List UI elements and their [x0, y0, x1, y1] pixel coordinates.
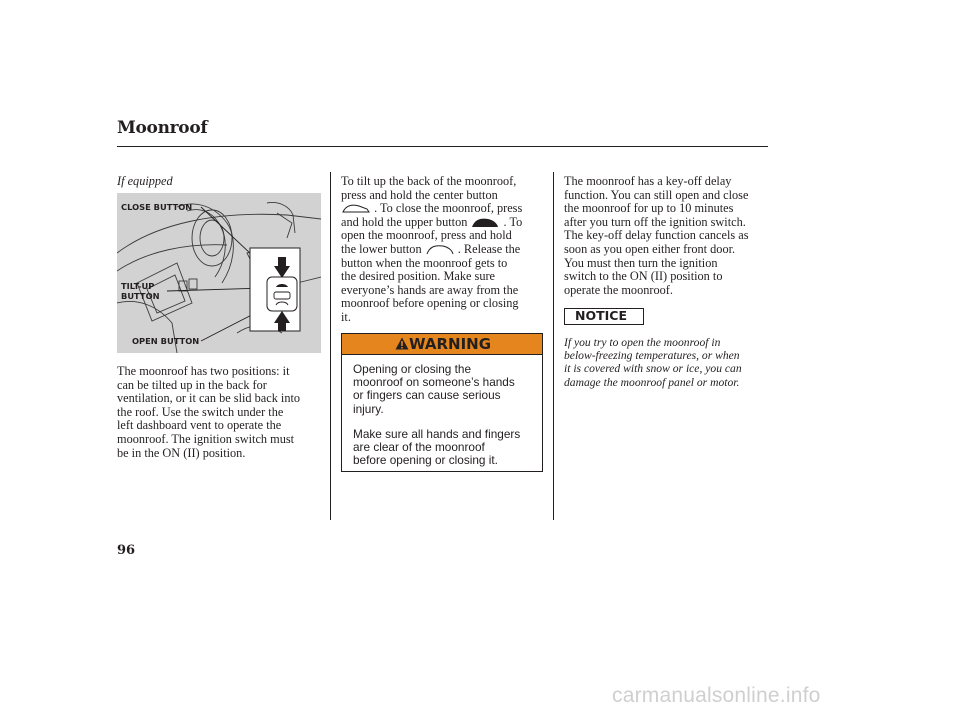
text-line: damage the moonroof panel or motor.	[564, 375, 740, 389]
text-line: Opening or closing the	[353, 362, 472, 376]
text-line: injury.	[353, 401, 384, 416]
text-line: the desired position. Make sure	[341, 269, 496, 284]
text-line: be in the ON (II) position.	[117, 445, 246, 460]
text-line: soon as you open either front door.	[564, 241, 736, 256]
text-line: . To close the moonroof, press	[341, 202, 551, 216]
text-line: the moonroof for up to 10 minutes	[564, 201, 734, 216]
text-line: open the moonroof, press and hold	[341, 228, 512, 243]
text-line: before opening or closing it.	[353, 453, 498, 468]
moonroof-switch-figure	[117, 193, 321, 353]
text-line: The moonroof has a key-off delay	[564, 174, 732, 188]
tilt-up-label-line1: TILT-UP	[121, 281, 155, 291]
text-line: function. You can still open and close	[564, 187, 749, 202]
text-line: the roof. Use the switch under the	[117, 404, 284, 419]
warning-text-2	[353, 428, 539, 468]
text-line: it.	[341, 309, 351, 324]
text-line: below-freezing temperatures, or when	[564, 349, 740, 363]
text-line: or fingers can cause serious	[353, 388, 501, 403]
open-button-label: OPEN BUTTON	[132, 336, 200, 346]
switch-body	[267, 277, 297, 311]
text-line: moonroof. The ignition switch must	[117, 431, 295, 446]
text-line: ventilation, or it can be slid back into	[117, 391, 301, 406]
text-line: button when the moonroof gets to	[341, 255, 508, 270]
text-line: can be tilted up in the back for	[117, 377, 267, 392]
text-line: and hold the upper button . To	[341, 214, 523, 229]
tilt-up-label-line2: BUTTON	[121, 291, 160, 301]
text-line: The key-off delay function cancels as	[564, 228, 749, 243]
text-line: are clear of the moonroof	[353, 440, 485, 455]
notice-label: NOTICE	[575, 308, 627, 323]
text-line: The moonroof has two positions: it	[117, 364, 290, 378]
notice-text	[564, 336, 774, 389]
watermark: carmanualsonline.info	[612, 684, 821, 707]
text-line: switch to the ON (II) position to	[564, 269, 723, 284]
tilt-icon	[341, 203, 371, 214]
text-line: You must then turn the ignition	[564, 255, 718, 270]
left-paragraph	[117, 365, 327, 460]
close-icon	[470, 217, 500, 228]
text-line: moonroof before opening or closing	[341, 296, 519, 311]
open-icon	[425, 244, 455, 255]
column-divider-left	[330, 172, 331, 520]
text-line: after you turn off the ignition switch.	[564, 214, 746, 229]
column-divider-right	[553, 172, 554, 520]
text-line: left dashboard vent to operate the	[117, 418, 282, 433]
warning-triangle-icon	[395, 337, 409, 350]
text-line: If you try to open the moonroof in	[564, 336, 721, 349]
page-number: 96	[117, 543, 136, 558]
text-line: the lower button . Release the	[341, 241, 521, 256]
text-line: everyone’s hands are away from the	[341, 282, 519, 297]
text-line: moonroof on someone’s hands	[353, 375, 515, 390]
text-line: it is covered with snow or ice, you can	[564, 362, 742, 376]
text-line: To tilt up the back of the moonroof,	[341, 174, 517, 188]
close-button-label: CLOSE BUTTON	[121, 202, 193, 212]
text-line: press and hold the center button	[341, 187, 498, 202]
dashboard-illustration	[117, 193, 321, 353]
header-rule	[117, 146, 768, 147]
if-equipped-note: If equipped	[117, 174, 173, 188]
warning-label: WARNING	[409, 335, 492, 353]
text-line: operate the moonroof.	[564, 282, 673, 297]
middle-paragraph	[341, 175, 551, 325]
text-line: Make sure all hands and fingers	[353, 427, 521, 441]
warning-text-1	[353, 363, 539, 416]
right-paragraph	[564, 175, 774, 297]
section-title: Moonroof	[117, 118, 208, 138]
